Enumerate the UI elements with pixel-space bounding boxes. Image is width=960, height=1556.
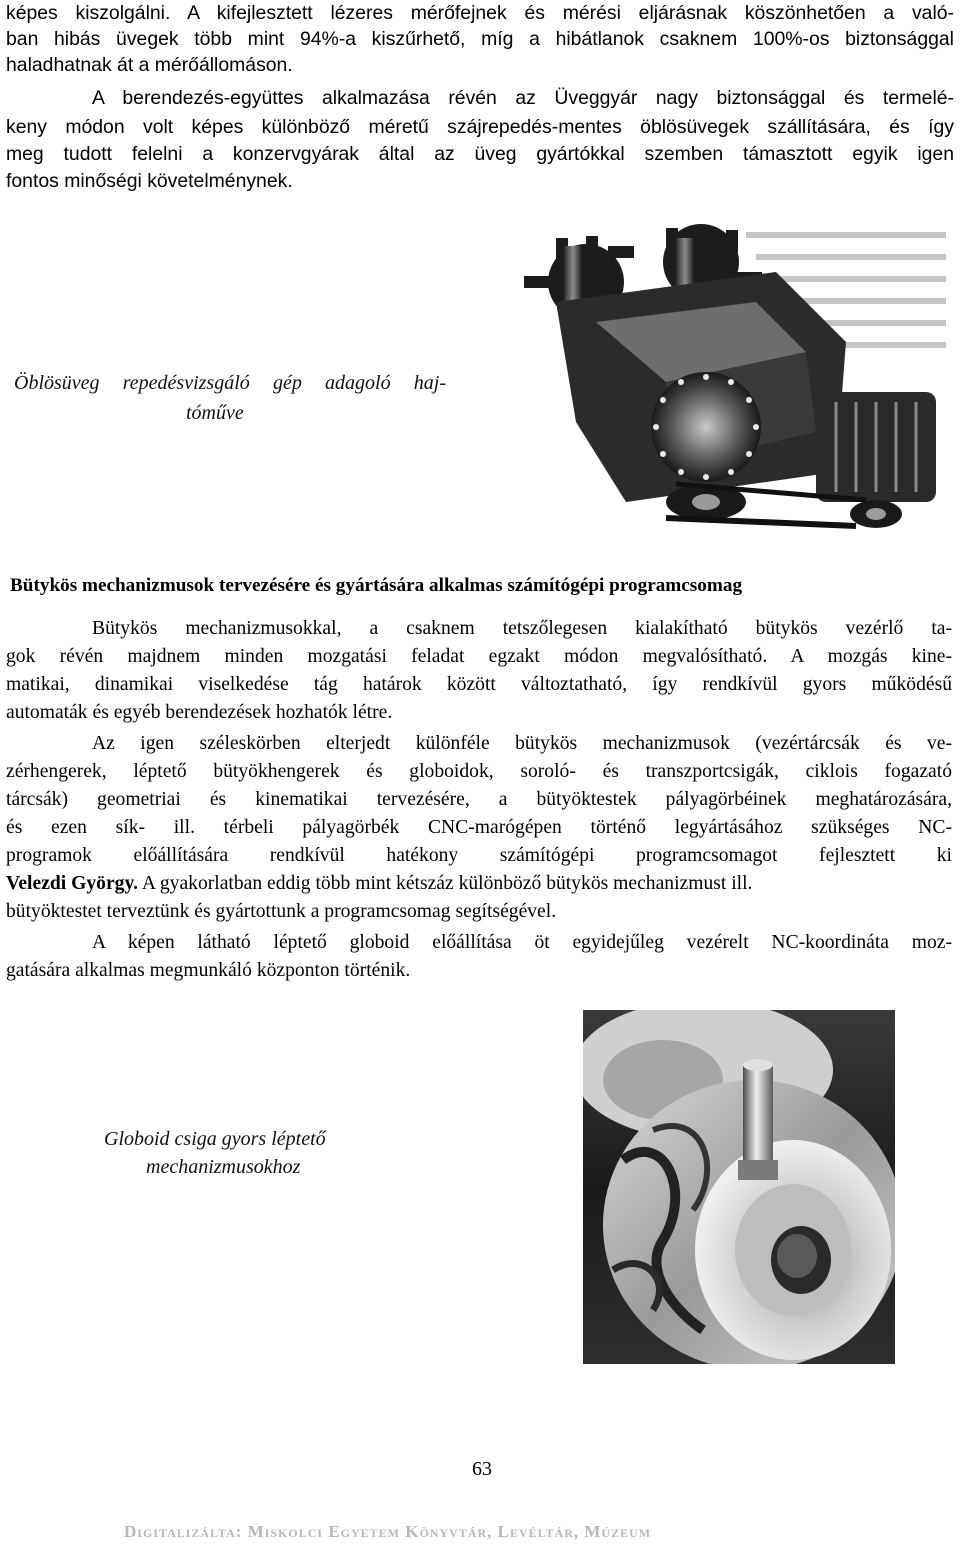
section-para2-line-3: tárcsák) geometriai és kinematikai tervezésére, a bütyöktestek pályagörbéinek meghatározására, <box>6 789 952 810</box>
intro-line-1: képes kiszolgálni. A kifejlesztett lézeres mérőfejnek és mérési eljárásnak köszönhetően a való- <box>6 2 954 24</box>
intro-line-3: haladhatnak át a mérőállomáson. <box>6 54 293 76</box>
section-para3-line-1: A képen látható léptető globoid előállítása öt egyidejűleg vezérelt NC-koordináta moz- <box>92 932 952 953</box>
section-para2-line-6-text: A gyakorlatban eddig több mint kétszáz különböző bütykös mechanizmust ill. <box>138 873 753 894</box>
section-para1-line-1: Bütykös mechanizmusokkal, a csaknem tetszőlegesen kialakítható bütykös vezérlő ta- <box>92 618 952 639</box>
para2-line-2: keny módon volt képes különböző méretű szájrepedés-mentes öblösüvegek szállítására, és így <box>6 116 954 138</box>
globoid-worm-photo <box>583 1010 895 1364</box>
para2-line-1: A berendezés-együttes alkalmazása révén az Üveggyár nagy biztonsággal és termelé- <box>92 87 954 109</box>
feeder-drive-photo <box>516 222 960 534</box>
figure2-caption-line-1: Globoid csiga gyors léptető <box>104 1128 326 1150</box>
section-para2-line-6 <box>6 871 952 897</box>
section-para2-line-7: bütyöktestet terveztünk és gyártottunk a programcsomag segítségével. <box>6 901 557 922</box>
section-para1-line-3: matikai, dinamikai viselkedése tág határok között változtatható, így rendkívül gyors működésű <box>6 674 952 695</box>
figure2-caption-line-2: mechanizmusokhoz <box>146 1156 301 1178</box>
para2-line-4: fontos minőségi követelménynek. <box>6 170 293 192</box>
section-heading: Bütykös mechanizmusok tervezésére és gyártására alkalmas számítógépi programcsomag <box>10 575 743 596</box>
page-number: 63 <box>472 1458 492 1480</box>
section-para1-line-2: gok révén majdnem minden mozgatási feladat egzakt módon megvalósítható. A mozgás kine- <box>6 646 952 667</box>
para2-line-3: meg tudott felelni a konzervgyárak által az üveg gyártókkal szemben támasztott egyik igen <box>6 143 954 165</box>
author-name: Velezdi György. <box>6 873 139 894</box>
figure1-caption-line-1: Öblösüveg repedésvizsgáló gép adagoló haj- <box>14 372 446 394</box>
intro-line-2: ban hibás üvegek több mint 94%-a kiszűrhető, míg a hibátlanok csaknem 100%-os biztonsággal <box>6 28 954 50</box>
digitization-footer: Digitalizálta: Miskolci Egyetem Könyvtár, Levéltár, Múzeum <box>124 1522 652 1541</box>
section-para1-line-4: automaták és egyéb berendezések hozhatók létre. <box>6 702 393 723</box>
section-para2-line-2: zérhengerek, léptető bütyökhengerek és globoidok, soroló- és transzportcsigák, ciklois fogazató <box>6 761 952 782</box>
section-para2-line-1: Az igen széleskörben elterjedt különféle bütykös mechanizmusok (vezértárcsák és ve- <box>92 733 952 754</box>
section-para2-line-4: és ezen sík- ill. térbeli pályagörbék CNC-marógépen történő legyártásához szükséges NC- <box>6 817 952 838</box>
section-para2-line-5: programok előállítására rendkívül hatékony számítógépi programcsomagot fejlesztett ki <box>6 845 952 866</box>
section-para3-line-2: gatására alkalmas megmunkáló központon történik. <box>6 960 411 981</box>
figure1-caption-line-2: tóműve <box>186 402 244 424</box>
